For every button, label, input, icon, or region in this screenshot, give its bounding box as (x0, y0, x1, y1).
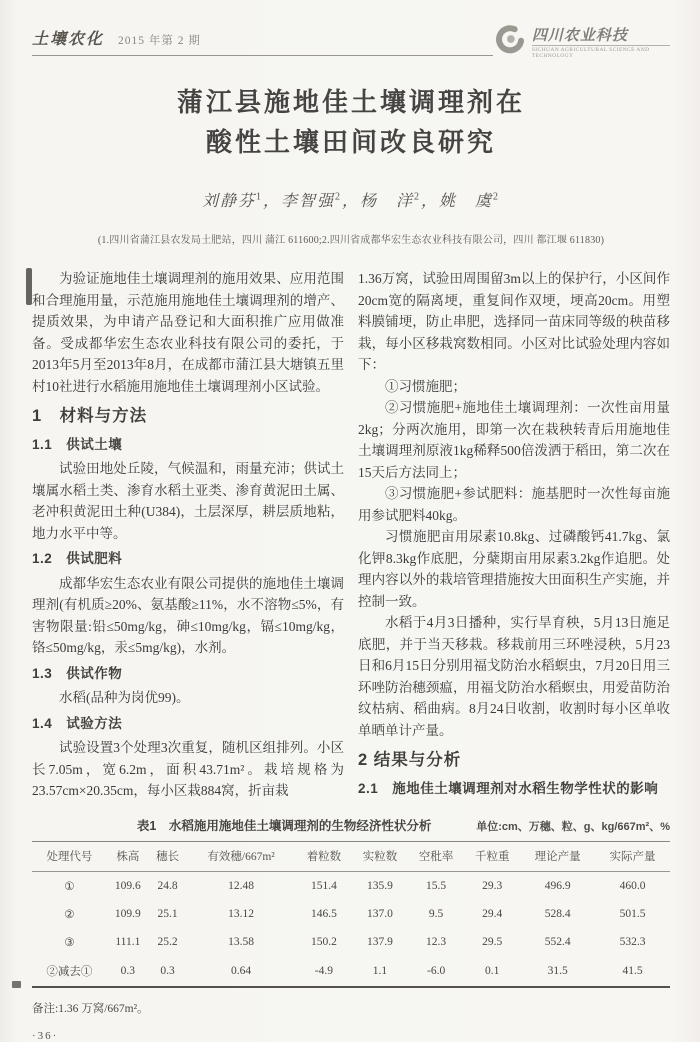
table-cell: 109.6 (114, 880, 141, 892)
table-cell: 137.0 (367, 908, 393, 920)
author: 刘静芬$^1$ (201, 191, 263, 210)
column-header: 实际产量 (609, 851, 656, 863)
table-row (32, 872, 670, 901)
treatment-2: ②习惯施肥+施地佳土壤调理剂：一次性亩用量2kg；分两次施用，即第一次在栽秧转青后用施地佳土壤调理剂原液1kg稀释500倍泼洒于稻田，第二次在15天后方法同上； (358, 400, 670, 480)
fertilizer-paragraph: 习惯施肥亩用尿素10.8kg、过磷酸钙41.7kg、氯化钾8.3kg作底肥，分蘖期亩用尿素3.2kg作追肥。处理内容以外的栽培管理措施按大田面积生产实施，并控制一致。 (358, 529, 670, 609)
table-cell: 501.5 (619, 908, 646, 920)
table-cell: 13.12 (228, 908, 254, 920)
table-cell: 532.3 (619, 936, 646, 948)
author: 李智强$^2$ (280, 191, 342, 210)
table-cell: 29.3 (482, 880, 503, 892)
table-cell: 0.3 (120, 965, 136, 977)
table-cell: 15.5 (426, 880, 447, 892)
scan-artifact (26, 268, 32, 305)
table-cell: 0.3 (160, 965, 175, 977)
table-cell: 25.2 (157, 936, 178, 948)
table-cell: 12.48 (228, 880, 254, 892)
table-cell: 146.5 (310, 908, 337, 920)
table-cell: 150.2 (310, 936, 337, 948)
table-cell: -6.0 (426, 965, 446, 977)
table-cell: ② (64, 909, 75, 921)
section-2-heading: 2 结果与分析 (358, 751, 462, 769)
article-title (32, 82, 670, 162)
article-title-line1: 蒲江县施地佳土壤调理剂在 (176, 87, 525, 117)
table-header-row (32, 842, 670, 872)
column-header: 处理代号 (46, 851, 93, 863)
table-row (32, 928, 670, 956)
continuation-paragraph: 1.36万窝，试验田周围留3m以上的保护行，小区间作20cm宽的隔离埂，重复间作双埂，埂高20cm。用塑料膜铺埂，防止串肥，选择同一苗床同等级的秧苗移栽，每小区移栽窝数相同。小区对比试验处理内容如下： (358, 271, 670, 372)
table-cell: 0.1 (485, 965, 500, 977)
section-1-heading: 1 材料与方法 (32, 407, 148, 425)
table-cell: 1.1 (372, 965, 388, 977)
logo-subtitle: SICHUAN AGRICULTURAL SCIENCE AND TECHNOLOGY (532, 45, 670, 59)
table-cell: 29.4 (482, 908, 503, 920)
author-separator: ， (262, 193, 281, 210)
logo-name: 四川农业科技 (531, 28, 628, 44)
section-1-1-paragraph: 试验田地处丘陵，气候温和，雨量充沛；供试土壤属水稻土类、渗育水稻土亚类、渗育黄泥田土属、老冲积黄泥田土种(U384)，土层深厚，耕层质地粘，地力水平中等。 (32, 461, 344, 541)
column-header: 株高 (116, 851, 140, 863)
table-unit-note: 单位:cm、万穗、粒、g、kg/667m²、% (476, 821, 670, 833)
table-cell: 13.58 (228, 936, 254, 948)
column-header: 千粒重 (474, 851, 510, 863)
table-cell: ① (64, 881, 75, 893)
table-cell: -4.9 (314, 965, 333, 977)
table-cell: ③ (64, 937, 75, 949)
column-header: 穗长 (156, 851, 180, 863)
affiliation: (1.四川省蒲江县农发局土肥站，四川 蒲江 611600;2.四川省成都华宏生态农业科技有限公司，四川 都江堰 611830) (97, 235, 605, 246)
section-1-4-heading: 1.4 试验方法 (32, 715, 123, 731)
table-note: 备注:1.36 万窝/667m²。 (32, 1003, 149, 1015)
journal-name: 土壤农化 (32, 31, 105, 48)
table-cell: 135.9 (367, 880, 393, 892)
table-cell: 31.5 (547, 965, 568, 977)
article-body (32, 268, 670, 802)
table-cell: 552.4 (544, 936, 571, 948)
section-1-3-paragraph: 水稻(品种为岗优99)。 (59, 690, 190, 705)
column-header: 实粒数 (362, 851, 398, 863)
biology-economics-table (32, 841, 670, 988)
author-separator: ， (421, 193, 440, 210)
section-1-2-heading: 1.2 供试肥料 (32, 551, 123, 566)
right-column (358, 268, 670, 802)
column-header: 有效穗/667m² (207, 851, 275, 863)
author: 姚 虞$^2$ (439, 191, 501, 210)
intro-paragraph: 为验证施地佳土壤调理剂的施用效果、应用范围和合理施用量，示范施用施地佳土壤调理剂的增产、提质效果，为申请产品登记和大面积推广应用做准备。受成都华宏生态农业科技有限公司的委托，于2013年5月至2013年8月，在成都市蒲江县大塘镇五里村10社进行水稻施用施地佳土壤调理剂小区试验。 (32, 271, 344, 394)
table-cell: 460.0 (619, 880, 646, 892)
page-number: ·36· (32, 1030, 59, 1042)
table-cell: 0.64 (231, 965, 252, 977)
table-cell: 151.4 (310, 880, 337, 892)
section-1-4-paragraph: 试验设置3个处理3次重复，随机区组排列。小区长7.05m，宽6.2m，面积43.71m²。栽培规格为23.57cm×20.35cm，每小区栽884窝，折亩栽 (32, 740, 344, 798)
article-title-line2: 酸性土壤田间改良研究 (205, 127, 496, 157)
journal-logo-icon (493, 22, 527, 61)
column-header: 空秕率 (418, 851, 454, 863)
section-1-3-heading: 1.3 供试作物 (32, 665, 123, 681)
table-cell: 496.9 (544, 880, 571, 892)
table-cell: 137.9 (367, 936, 393, 948)
journal-header (32, 20, 493, 56)
table-cell: 29.5 (482, 936, 503, 948)
table-cell: 41.5 (622, 965, 643, 977)
treatment-1: ①习惯施肥； (385, 378, 466, 394)
table-cell: 9.5 (428, 908, 444, 920)
journal-issue: 2015 年第 2 期 (118, 35, 201, 47)
table-cell: 109.9 (114, 908, 141, 920)
table-cell: 12.3 (426, 936, 447, 948)
table-cell: 111.1 (115, 936, 141, 948)
table-cell: ②减去① (46, 966, 93, 978)
author: 杨 洋$^2$ (360, 191, 422, 210)
page-header (32, 20, 670, 60)
table-1-block (32, 816, 670, 1016)
schedule-paragraph: 水稻于4月3日播种，实行旱育秧，5月13日施足底肥，并于当天移栽。移栽前用三环唑浸秧，5月23日和6月15日分别用福戈防治水稻螟虫，7月20日用三环唑防治穗颈瘟，用福戈防治水稻螟虫，用爱苗防治纹枯病、稻曲病。8月24日收割，收割时每小区单收单晒单计产量。 (358, 615, 670, 738)
table-cell: 25.1 (157, 908, 178, 920)
table-row (32, 956, 670, 987)
section-2-1-heading: 2.1 施地佳土壤调理剂对水稻生物学性状的影响 (358, 780, 659, 796)
scan-artifact (12, 981, 21, 988)
journal-logo (493, 22, 670, 61)
treatment-3: ③习惯施肥+参试肥料：施基肥时一次性每亩施用参试肥料40kg。 (358, 486, 670, 523)
table-caption: 表1 水稻施用施地佳土壤调理剂的生物经济性状分析 (136, 819, 432, 833)
section-1-2-paragraph: 成都华宏生态农业有限公司提供的施地佳土壤调理剂(有机质≥20%、氨基酸≥11%，水不溶物≤5%，有害物限量:铅≤50mg/kg，砷≤10mg/kg，镉≤10mg/kg，铬≤50mg/kg，汞≤5mg/kg)，水剂。 (32, 575, 344, 655)
section-1-1-heading: 1.1 供试土壤 (32, 436, 123, 452)
table-cell: 24.8 (157, 880, 178, 892)
column-header: 理论产量 (534, 851, 581, 863)
author-line (32, 188, 670, 211)
table-row (32, 900, 670, 928)
column-header: 着粒数 (306, 851, 342, 863)
author-separator: ， (341, 193, 360, 210)
left-column (32, 268, 344, 802)
table-cell: 528.4 (544, 908, 571, 920)
